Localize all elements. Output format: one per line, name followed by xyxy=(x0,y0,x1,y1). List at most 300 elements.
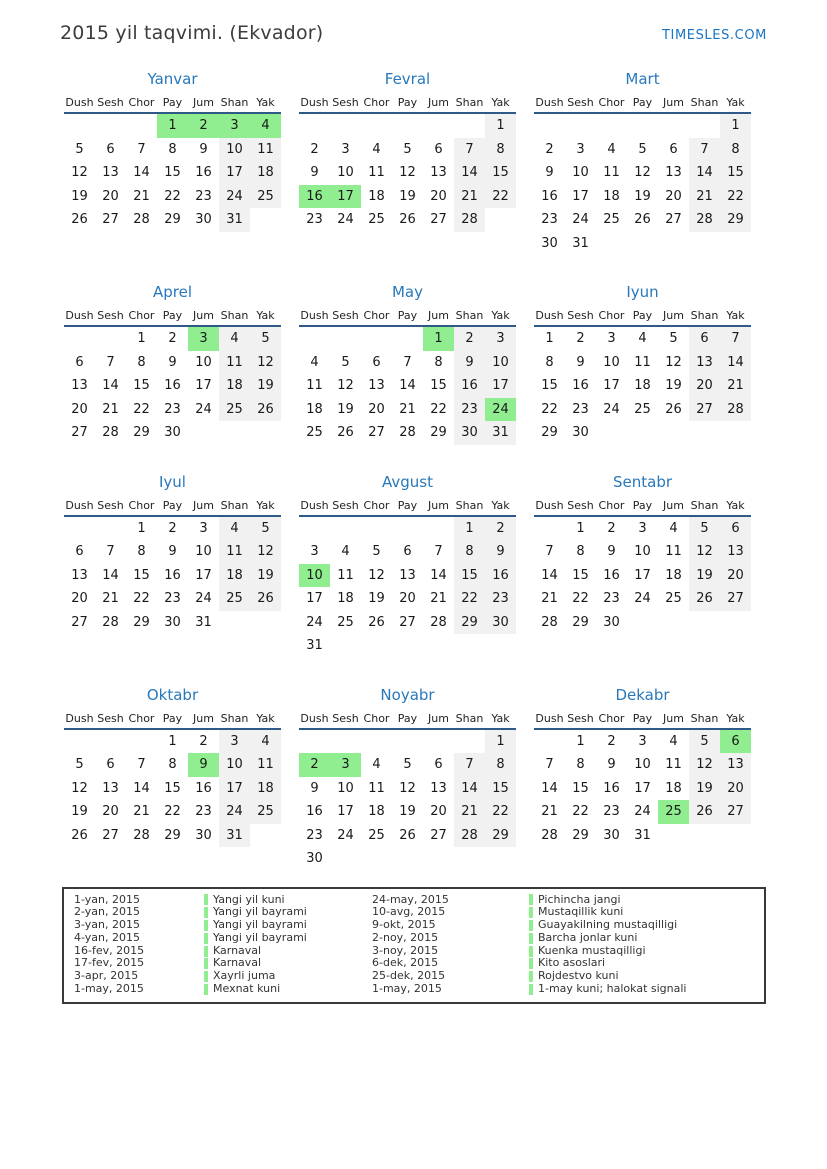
day-cell: 18 xyxy=(250,161,281,185)
day-cell: 22 xyxy=(485,800,516,824)
holiday-marker-icon xyxy=(529,946,533,957)
weekday-label: Yak xyxy=(256,96,275,109)
day-cell: 15 xyxy=(720,161,751,185)
day-cell: 31 xyxy=(219,824,250,848)
day-cell: 21 xyxy=(399,401,416,417)
day-cell: 12 xyxy=(250,351,281,375)
empty-cell xyxy=(250,208,281,232)
day-cell: 6 xyxy=(372,354,381,370)
day-cell: 12 xyxy=(250,540,281,564)
holiday-marker-icon xyxy=(529,894,533,905)
legend-holiday-name: Yangi yil bayrami xyxy=(213,930,307,944)
weekday-label: Jum xyxy=(193,711,214,725)
day-cell: 1 xyxy=(485,114,516,138)
empty-cell xyxy=(534,730,565,754)
day-cell: 17 xyxy=(195,378,212,393)
day-cell: 2 xyxy=(607,520,616,536)
weekday-label: Shan xyxy=(455,498,484,512)
empty-cell xyxy=(299,114,330,138)
day-cell: 24 xyxy=(603,401,620,417)
day-cell: 13 xyxy=(368,378,385,393)
day-cell: 20 xyxy=(399,591,416,606)
day-cell: 11 xyxy=(250,138,281,162)
day-cell: 7 xyxy=(106,354,115,370)
day-cell: 26 xyxy=(337,425,354,440)
day-cell: 22 xyxy=(485,185,516,209)
empty-cell xyxy=(596,421,627,445)
day-cell: 10 xyxy=(299,564,330,588)
weekday-label: Sesh xyxy=(97,309,124,322)
weekday-label: Sesh xyxy=(97,711,124,725)
day-cell: 5 xyxy=(689,730,720,754)
legend-entry xyxy=(529,932,764,945)
weekday-label: Yak xyxy=(256,711,275,725)
day-cell: 5 xyxy=(403,141,412,157)
weekday-label: Sesh xyxy=(97,498,124,512)
month-title: Oktabr xyxy=(146,685,199,704)
day-cell: 19 xyxy=(337,401,354,417)
day-cell: 23 xyxy=(306,212,323,227)
day-cell: 20 xyxy=(430,188,447,204)
day-cell: 9 xyxy=(607,544,616,559)
day-cell: 14 xyxy=(689,161,720,185)
legend-holiday-name: 1-may kuni; halokat signali xyxy=(538,982,687,996)
day-cell: 17 xyxy=(219,161,250,185)
day-cell: 30 xyxy=(195,212,212,227)
month-title: Aprel xyxy=(152,283,193,301)
day-cell: 30 xyxy=(306,851,323,866)
day-cell: 23 xyxy=(541,212,558,227)
day-cell: 8 xyxy=(576,757,585,772)
day-cell: 25 xyxy=(368,827,385,843)
day-cell: 10 xyxy=(337,780,354,796)
day-cell: 19 xyxy=(368,591,385,606)
weekday-label: Yak xyxy=(491,96,510,109)
day-cell: 3 xyxy=(576,141,585,157)
day-cell: 6 xyxy=(434,757,443,772)
empty-cell xyxy=(95,517,126,541)
day-cell: 27 xyxy=(102,827,119,843)
day-cell: 27 xyxy=(430,212,447,227)
day-cell: 10 xyxy=(219,753,250,777)
day-cell: 17 xyxy=(572,188,589,204)
month-title: Avgust xyxy=(382,472,433,491)
day-cell: 10 xyxy=(634,757,651,772)
day-cell: 14 xyxy=(541,567,558,583)
day-cell: 19 xyxy=(71,188,88,204)
day-cell: 16 xyxy=(603,567,620,583)
weekday-label: Shan xyxy=(690,711,719,725)
empty-cell xyxy=(454,730,485,754)
day-cell: 20 xyxy=(665,188,682,204)
legend-holiday-name: Pichincha jangi xyxy=(538,892,621,906)
day-cell: 25 xyxy=(634,401,651,417)
month-grid xyxy=(299,309,516,445)
day-cell: 18 xyxy=(634,378,651,393)
holiday-marker-icon xyxy=(529,920,533,931)
day-cell: 24 xyxy=(195,591,212,606)
day-cell: 13 xyxy=(102,780,119,796)
day-cell: 18 xyxy=(368,188,385,204)
day-cell: 28 xyxy=(689,208,720,232)
month-title: Yanvar xyxy=(147,70,198,88)
day-cell: 12 xyxy=(337,378,354,393)
day-cell: 23 xyxy=(195,804,212,819)
weekday-label: Chor xyxy=(363,96,390,109)
day-cell: 18 xyxy=(219,374,250,398)
empty-cell xyxy=(454,634,485,658)
day-cell: 3 xyxy=(330,753,361,777)
day-cell: 14 xyxy=(133,780,150,796)
empty-cell xyxy=(219,421,250,445)
day-cell: 5 xyxy=(250,517,281,541)
day-cell: 8 xyxy=(485,138,516,162)
day-cell: 21 xyxy=(454,185,485,209)
empty-cell xyxy=(95,114,126,138)
day-cell: 29 xyxy=(572,827,589,843)
day-cell: 14 xyxy=(454,777,485,801)
empty-cell xyxy=(330,517,361,541)
site-link[interactable]: TIMESLES.COM xyxy=(661,28,767,43)
holiday-marker-icon xyxy=(204,907,208,918)
day-cell: 17 xyxy=(634,780,651,796)
day-cell: 19 xyxy=(71,804,88,819)
weekday-label: Jum xyxy=(663,498,684,512)
day-cell: 20 xyxy=(102,804,119,819)
day-cell: 28 xyxy=(720,398,751,422)
holiday-marker-icon xyxy=(204,946,208,957)
empty-cell xyxy=(250,421,281,445)
day-cell: 6 xyxy=(75,354,84,370)
weekday-label: Pay xyxy=(397,498,418,512)
day-cell: 3 xyxy=(607,331,616,346)
weekday-label: Yak xyxy=(726,711,745,725)
day-cell: 29 xyxy=(541,425,558,440)
empty-cell xyxy=(565,114,596,138)
weekday-label: Sesh xyxy=(332,96,359,109)
day-cell: 7 xyxy=(434,544,443,559)
day-cell: 16 xyxy=(541,188,558,204)
day-cell: 11 xyxy=(634,354,651,370)
weekday-label: Shan xyxy=(690,96,719,109)
day-cell: 28 xyxy=(399,425,416,440)
day-cell: 21 xyxy=(720,374,751,398)
day-cell: 26 xyxy=(399,212,416,227)
empty-cell xyxy=(423,730,454,754)
day-cell: 11 xyxy=(250,753,281,777)
weekday-label: Jum xyxy=(428,498,449,512)
day-cell: 9 xyxy=(607,757,616,772)
day-cell: 19 xyxy=(250,564,281,588)
day-cell: 25 xyxy=(665,591,682,606)
day-cell: 7 xyxy=(137,141,146,157)
weekday-label: Chor xyxy=(598,309,625,322)
day-cell: 15 xyxy=(572,780,589,796)
day-cell: 3 xyxy=(219,730,250,754)
empty-cell xyxy=(627,421,658,445)
day-cell: 18 xyxy=(219,564,250,588)
day-cell: 20 xyxy=(720,777,751,801)
day-cell: 23 xyxy=(603,804,620,819)
empty-cell xyxy=(361,730,392,754)
weekday-label: Pay xyxy=(162,309,183,322)
legend-date: 24-may, 2015 xyxy=(372,892,449,906)
weekday-label: Pay xyxy=(162,711,183,725)
empty-cell xyxy=(423,634,454,658)
weekday-label: Sesh xyxy=(567,309,594,322)
empty-cell xyxy=(361,327,392,351)
day-cell: 3 xyxy=(219,114,250,138)
empty-cell xyxy=(689,611,720,635)
day-cell: 24 xyxy=(337,212,354,227)
weekday-label: Pay xyxy=(162,498,183,512)
day-cell: 22 xyxy=(572,804,589,819)
day-cell: 28 xyxy=(454,824,485,848)
empty-cell xyxy=(64,327,95,351)
day-cell: 22 xyxy=(133,591,150,606)
weekday-label: Dush xyxy=(535,498,564,512)
day-cell: 30 xyxy=(485,611,516,635)
legend-date: 3-noy, 2015 xyxy=(372,943,439,957)
weekday-label: Jum xyxy=(663,309,684,322)
day-cell: 8 xyxy=(168,141,177,157)
empty-cell xyxy=(720,611,751,635)
day-cell: 22 xyxy=(454,587,485,611)
day-cell: 30 xyxy=(603,614,620,630)
legend-holiday-name: Kuenka mustaqilligi xyxy=(538,943,646,957)
weekday-label: Chor xyxy=(598,96,625,109)
day-cell: 27 xyxy=(399,614,416,630)
day-cell: 22 xyxy=(164,188,181,204)
month-grid xyxy=(299,499,516,658)
day-cell: 27 xyxy=(720,800,751,824)
month-dekabr xyxy=(534,686,751,871)
day-cell: 29 xyxy=(454,611,485,635)
day-cell: 30 xyxy=(195,827,212,843)
day-cell: 2 xyxy=(188,114,219,138)
day-cell: 16 xyxy=(299,185,330,209)
day-cell: 15 xyxy=(164,165,181,180)
day-cell: 5 xyxy=(689,517,720,541)
day-cell: 11 xyxy=(368,780,385,796)
legend-date: 2-noy, 2015 xyxy=(372,930,439,944)
weekday-label: Jum xyxy=(663,711,684,725)
day-cell: 11 xyxy=(665,544,682,559)
day-cell: 18 xyxy=(337,591,354,606)
day-cell: 24 xyxy=(634,591,651,606)
weekday-label: Yak xyxy=(256,309,275,322)
day-cell: 19 xyxy=(250,374,281,398)
month-title: Dekabr xyxy=(615,685,670,704)
day-cell: 12 xyxy=(71,165,88,180)
empty-cell xyxy=(658,114,689,138)
weekday-label: Sesh xyxy=(567,711,594,725)
day-cell: 21 xyxy=(541,591,558,606)
weekday-label: Shan xyxy=(690,309,719,322)
empty-cell xyxy=(361,517,392,541)
weekday-label: Dush xyxy=(65,498,94,512)
day-cell: 2 xyxy=(168,520,177,536)
day-cell: 8 xyxy=(485,753,516,777)
day-cell: 18 xyxy=(665,567,682,583)
day-cell: 26 xyxy=(71,212,88,227)
page-title: 2015 yil taqvimi. (Ekvador) xyxy=(60,22,324,44)
day-cell: 27 xyxy=(665,212,682,227)
day-cell: 27 xyxy=(689,398,720,422)
legend-holiday-name: Mustaqillik kuni xyxy=(538,905,624,919)
weekday-label: Shan xyxy=(690,498,719,512)
empty-cell xyxy=(392,634,423,658)
day-cell: 27 xyxy=(102,212,119,227)
empty-cell xyxy=(392,517,423,541)
empty-cell xyxy=(689,421,720,445)
month-aprel xyxy=(64,283,281,445)
empty-cell xyxy=(330,730,361,754)
empty-cell xyxy=(392,730,423,754)
month-grid xyxy=(299,712,516,871)
weekday-label: Shan xyxy=(220,498,249,512)
empty-cell xyxy=(720,824,751,848)
empty-cell xyxy=(250,611,281,635)
day-cell: 9 xyxy=(454,351,485,375)
day-cell: 16 xyxy=(572,378,589,393)
month-mart xyxy=(534,70,751,255)
day-cell: 17 xyxy=(219,777,250,801)
day-cell: 8 xyxy=(720,138,751,162)
legend-holiday-name: Rojdestvo kuni xyxy=(538,969,619,983)
legend-date: 2-yan, 2015 xyxy=(74,905,140,919)
month-title: Iyun xyxy=(626,283,659,301)
empty-cell xyxy=(485,634,516,658)
weekday-label: Chor xyxy=(128,711,155,725)
weekday-label: Shan xyxy=(455,96,484,109)
day-cell: 23 xyxy=(572,401,589,417)
day-cell: 11 xyxy=(603,165,620,180)
day-cell: 1 xyxy=(576,733,585,749)
empty-cell xyxy=(658,611,689,635)
page-header xyxy=(0,0,827,44)
holiday-marker-icon xyxy=(529,933,533,944)
weekday-label: Shan xyxy=(220,711,249,725)
day-cell: 6 xyxy=(75,544,84,559)
empty-cell xyxy=(361,634,392,658)
empty-cell xyxy=(658,232,689,256)
day-cell: 28 xyxy=(541,827,558,843)
month-title: Noyabr xyxy=(380,685,435,704)
empty-cell xyxy=(299,517,330,541)
day-cell: 1 xyxy=(576,520,585,536)
holiday-marker-icon xyxy=(529,971,533,982)
legend-date: 3-apr, 2015 xyxy=(74,969,139,983)
legend-holiday-name: Yangi yil bayrami xyxy=(213,918,307,932)
empty-cell xyxy=(689,824,720,848)
day-cell: 4 xyxy=(250,730,281,754)
day-cell: 7 xyxy=(403,354,412,370)
day-cell: 2 xyxy=(299,753,330,777)
day-cell: 21 xyxy=(430,591,447,606)
day-cell: 7 xyxy=(720,327,751,351)
day-cell: 14 xyxy=(720,351,751,375)
day-cell: 31 xyxy=(485,421,516,445)
day-cell: 6 xyxy=(403,544,412,559)
day-cell: 16 xyxy=(164,378,181,393)
day-cell: 26 xyxy=(634,212,651,227)
day-cell: 3 xyxy=(341,141,350,157)
empty-cell xyxy=(454,847,485,871)
day-cell: 27 xyxy=(71,614,88,630)
day-cell: 5 xyxy=(403,757,412,772)
weekday-label: Yak xyxy=(491,498,510,512)
day-cell: 24 xyxy=(306,614,323,630)
day-cell: 29 xyxy=(133,425,150,440)
weekday-label: Chor xyxy=(128,309,155,322)
day-cell: 15 xyxy=(572,567,589,583)
day-cell: 30 xyxy=(541,235,558,251)
day-cell: 7 xyxy=(689,138,720,162)
day-cell: 19 xyxy=(689,564,720,588)
day-cell: 16 xyxy=(195,780,212,796)
day-cell: 9 xyxy=(168,354,177,370)
day-cell: 25 xyxy=(219,587,250,611)
legend-holiday-name: Karnaval xyxy=(213,956,262,970)
day-cell: 9 xyxy=(485,540,516,564)
weekday-label: Dush xyxy=(65,96,94,109)
day-cell: 7 xyxy=(106,544,115,559)
day-cell: 23 xyxy=(454,398,485,422)
weekday-label: Pay xyxy=(632,498,653,512)
day-cell: 5 xyxy=(372,544,381,559)
weekday-label: Shan xyxy=(220,309,249,322)
day-cell: 25 xyxy=(658,800,689,824)
day-cell: 1 xyxy=(137,331,146,346)
day-cell: 8 xyxy=(137,354,146,370)
empty-cell xyxy=(64,730,95,754)
empty-cell xyxy=(596,114,627,138)
day-cell: 31 xyxy=(634,827,651,843)
day-cell: 30 xyxy=(454,421,485,445)
day-cell: 22 xyxy=(720,185,751,209)
month-noyabr xyxy=(299,686,516,871)
day-cell: 9 xyxy=(576,354,585,370)
day-cell: 20 xyxy=(71,401,88,417)
day-cell: 18 xyxy=(665,780,682,796)
holiday-marker-icon xyxy=(204,984,208,995)
day-cell: 15 xyxy=(485,777,516,801)
day-cell: 24 xyxy=(195,401,212,417)
day-cell: 13 xyxy=(430,780,447,796)
day-cell: 17 xyxy=(195,567,212,583)
month-fevral xyxy=(299,70,516,255)
weekday-label: Yak xyxy=(726,309,745,322)
day-cell: 19 xyxy=(399,804,416,819)
empty-cell xyxy=(627,611,658,635)
holiday-marker-icon xyxy=(204,933,208,944)
weekday-label: Sesh xyxy=(332,711,359,725)
empty-cell xyxy=(250,824,281,848)
month-title: Sentabr xyxy=(612,472,673,491)
day-cell: 5 xyxy=(250,327,281,351)
weekday-label: Sesh xyxy=(332,309,359,322)
day-cell: 29 xyxy=(164,827,181,843)
day-cell: 4 xyxy=(638,331,647,346)
day-cell: 14 xyxy=(430,567,447,583)
empty-cell xyxy=(361,847,392,871)
day-cell: 5 xyxy=(669,331,678,346)
empty-cell xyxy=(361,114,392,138)
weekday-label: Shan xyxy=(455,309,484,322)
day-cell: 10 xyxy=(219,138,250,162)
empty-cell xyxy=(64,114,95,138)
